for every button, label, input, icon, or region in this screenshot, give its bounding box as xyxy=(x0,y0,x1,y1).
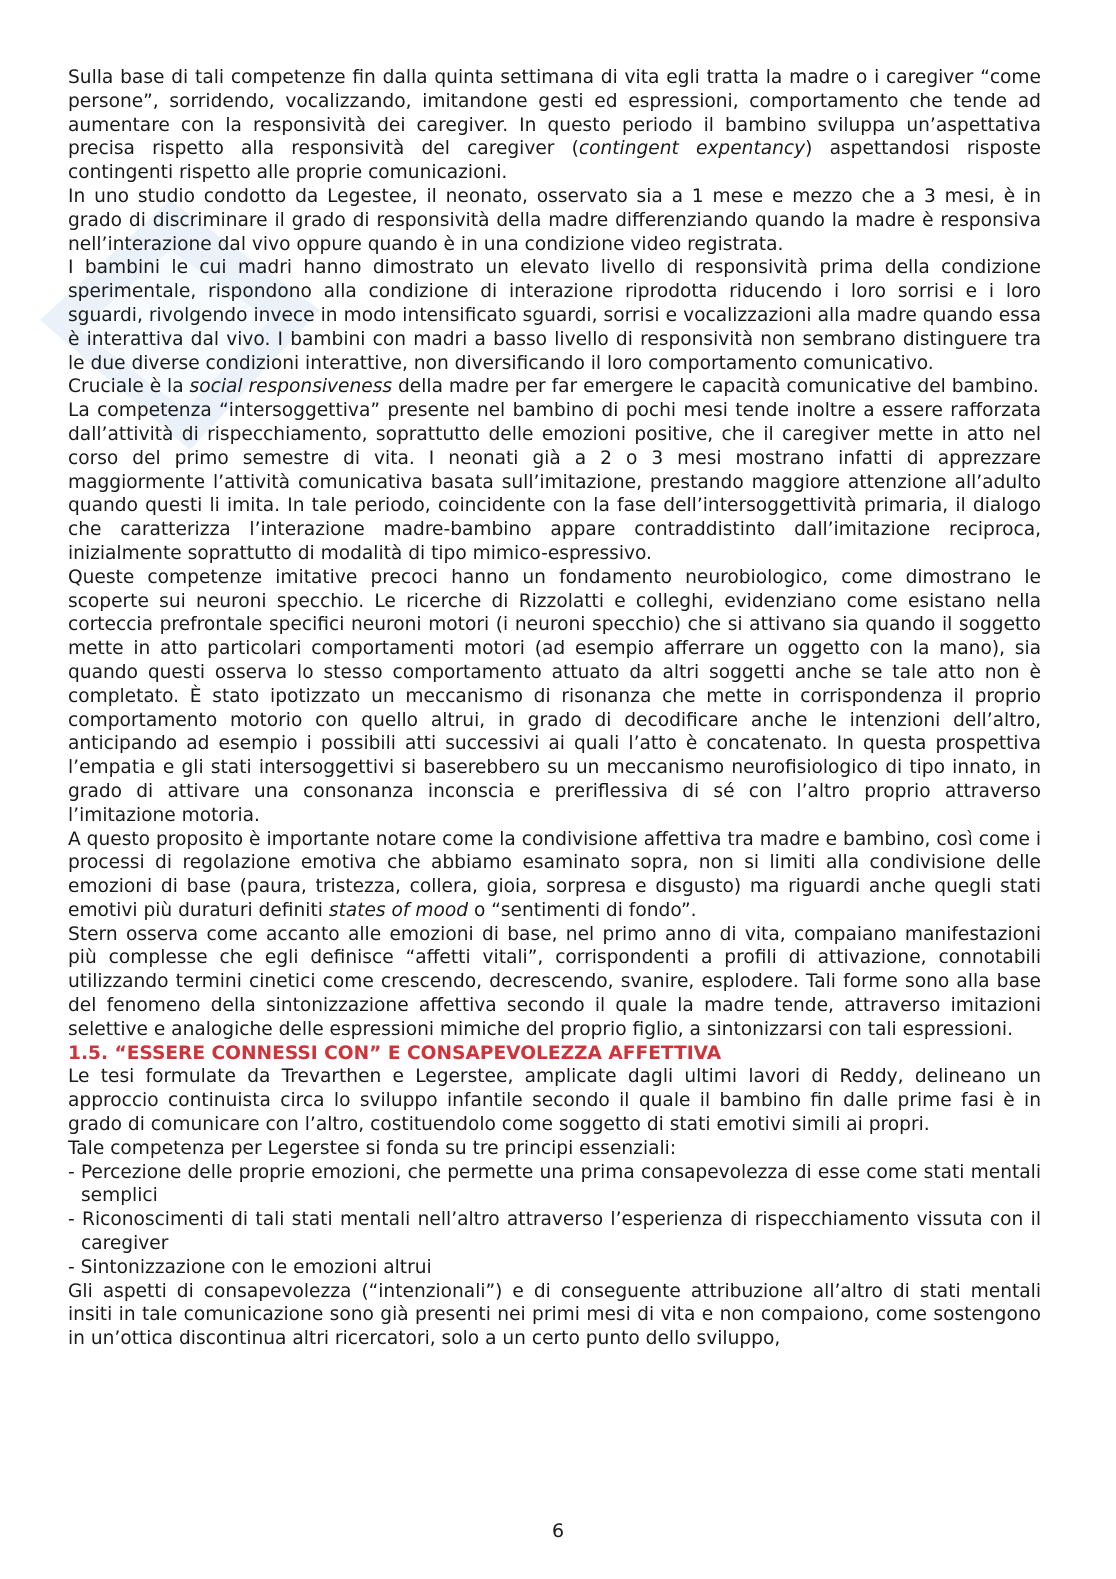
paragraph-5: La competenza “intersoggettiva” presente nel bambino di pochi mesi tende inoltre a essere rafforzata dall’attività di rispecchiamento, soprattutto delle emozioni positive, che il caregiver mette in atto nel corso del primo semestre di vita. I neonati già a 2 o 3 mesi mostrano infatti di apprezzare maggiormente l’attività comunicativa basata sull’imitazione, prestando maggiore attenzione all’adulto quando questi li imita. In tale periodo, coincidente con la fase dell’intersoggettività primaria, il dialogo che caratterizza l’interazione madre-bambino appare contraddistinto dall’imitazione reciproca, inizialmente soprattutto di modalità di tipo mimico-espressivo. xyxy=(68,400,1041,564)
paragraph-7-text-b: o “sentimenti di fondo”. xyxy=(468,899,697,921)
paragraph-1-italic: contingent expentancy xyxy=(578,138,806,160)
paragraph-1-text-b: ) aspettandosi risposte contingenti rispetto alle proprie comunicazioni. xyxy=(68,138,1041,184)
paragraph-4-text-b: della madre per far emergere le capacità comunicative del bambino. xyxy=(392,376,1039,398)
paragraph-6: Queste competenze imitative precoci hanno un fondamento neurobiologico, come dimostrano le scoperte sui neuroni specchio. Le ricerche di Rizzolatti e colleghi, evidenziano come esistano nella corteccia prefrontale specifici neuroni motori (i neuroni specchio) che si attivano sia quando il soggetto mette in atto particolari comportamenti motori (ad esempio afferrare un oggetto con la mano), sia quando questi osserva lo stesso comportamento attuato da altri soggetti anche se tale atto non è completato. È stato ipotizzato un meccanismo di risonanza che mette in corrispondenza il proprio comportamento motorio con quello altrui, in grado di decodificare anche le intenzioni dell’altro, anticipando ad esempio i possibili atti successivi ai quali l’atto è concatenato. In questa prospettiva l’empatia e gli stati intersoggettivi si baserebbero su un meccanismo neurofisiologico di tipo innato, in grado di attivare una consonanza inconscia e preriflessiva di sé con l’altro proprio attraverso l’imitazione motoria. xyxy=(68,566,1041,826)
paragraph-1-text-a: Sulla base di tali competenze fin dalla quinta settimana di vita egli tratta la madre o i caregiver “come persone”, sorridendo, vocalizzando, imitandone gesti ed espressioni, comportamento che tende ad aumentare con la responsività dei caregiver. In questo periodo il bambino sviluppa un’aspettativa precisa rispetto alla responsività del caregiver ( xyxy=(68,67,1041,160)
paragraph-10: Tale competenza per Legerstee si fonda su tre principi essenziali: xyxy=(68,1137,677,1159)
list-item: - Sintonizzazione con le emozioni altrui xyxy=(68,1256,432,1278)
paragraph-4-text-a: Cruciale è la xyxy=(68,376,190,398)
section-heading: 1.5. “ESSERE CONNESSI CON” E CONSAPEVOLEZZA AFFETTIVA xyxy=(68,1042,722,1064)
paragraph-8: Stern osserva come accanto alle emozioni di base, nel primo anno di vita, compaiano manifestazioni più complesse che egli definisce “affetti vitali”, corrispondenti a profili di attivazione, connotabili utilizzando termini cinetici come crescendo, decrescendo, svanire, esplodere. Tali forme sono alla base del fenomeno della sintonizzazione affettiva secondo il quale la madre tende, attraverso imitazioni selettive e analogiche delle espressioni mimiche del proprio figlio, a sintonizzarsi con tali espressioni. xyxy=(68,923,1041,1040)
page-number: 6 xyxy=(551,1520,565,1542)
list-item: - Percezione delle proprie emozioni, che permette una prima consapevolezza di esse come stati mentali semplici xyxy=(68,1161,1041,1207)
paragraph-2: In uno studio condotto da Legestee, il neonato, osservato sia a 1 mese e mezzo che a 3 mesi, è in grado di discriminare il grado di responsività della madre differenziando quando la madre è responsiva nell’interazione dal vivo oppure quando è in una condizione video registrata. xyxy=(68,185,1041,255)
paragraph-7-text-a: A questo proposito è importante notare come la condivisione affettiva tra madre e bambino, così come i processi di regolazione emotiva che abbiamo esaminato sopra, non si limiti alla condivisione delle emozioni di base (paura, tristezza, collera, gioia, sorpresa e disgusto) ma riguardi anche quegli stati emotivi più duraturi definiti xyxy=(68,828,1041,921)
paragraph-7-italic: states of mood xyxy=(328,899,469,921)
paragraph-3: I bambini le cui madri hanno dimostrato un elevato livello di responsività prima della condizione sperimentale, rispondono alla condizione di interazione riprodotta riducendo i loro sorrisi e i loro sguardi, rivolgendo invece in modo intensificato sguardi, sorrisi e vocalizzazioni alla madre quando essa è interattiva dal vivo. I bambini con madri a basso livello di responsività non sembrano distinguere tra le due diverse condizioni interattive, non diversificando il loro comportamento comunicativo. xyxy=(68,257,1041,374)
list-item: - Riconoscimenti di tali stati mentali nell’altro attraverso l’esperienza di rispecchiamento vissuta con il caregiver xyxy=(68,1209,1041,1255)
principles-list xyxy=(68,1161,1041,1280)
paragraph-4 xyxy=(68,375,1041,399)
paragraph-9: Le tesi formulate da Trevarthen e Legerstee, amplicate dagli ultimi lavori di Reddy, delineano un approccio continuista circa lo sviluppo infantile secondo il quale il bambino fin dalle prime fasi è in grado di comunicare con l’altro, costituendolo come soggetto di stati emotivi simili ai propri. xyxy=(68,1066,1041,1136)
paragraph-1 xyxy=(68,66,1041,185)
document-body xyxy=(68,66,1041,1351)
paragraph-11: Gli aspetti di consapevolezza (“intenzionali”) e di conseguente attribuzione all’altro di stati mentali insiti in tale comunicazione sono già presenti nei primi mesi di vita e non compaiono, come sostengono in un’ottica discontinua altri ricercatori, solo a un certo punto dello sviluppo, xyxy=(68,1280,1041,1350)
paragraph-7 xyxy=(68,828,1041,923)
paragraph-4-italic: social responsiveness xyxy=(189,376,393,398)
